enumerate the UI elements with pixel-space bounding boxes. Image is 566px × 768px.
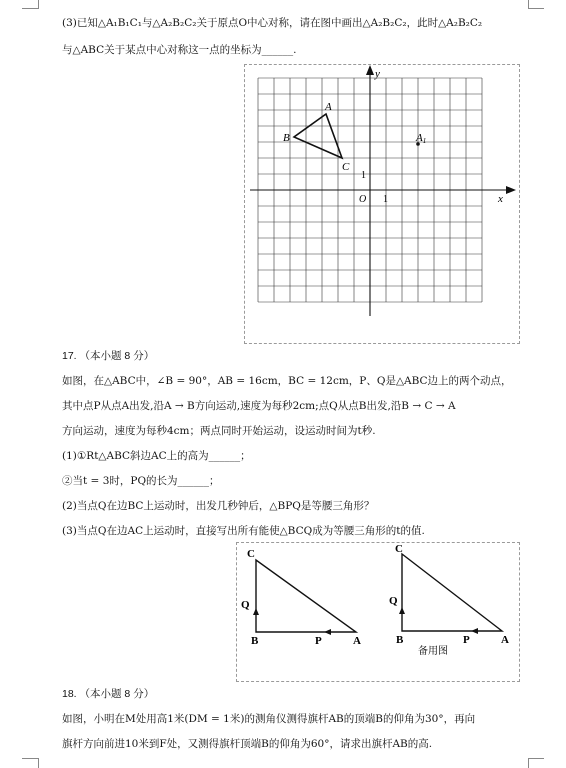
corner-mark-bottom-left-h <box>22 758 38 759</box>
arrow-p-right-head <box>471 628 478 634</box>
arrow-q-left-head <box>253 608 259 615</box>
left-label-a: A <box>353 635 361 647</box>
left-label-c: C <box>247 548 255 560</box>
right-label-p: P <box>463 634 470 646</box>
label-origin: O <box>359 194 367 205</box>
q17-heading: 17. （本小题 8 分） <box>62 350 155 362</box>
q18-heading: 18. （本小题 8 分） <box>62 688 155 700</box>
coordinate-grid-figure <box>244 64 520 344</box>
right-label-c: C <box>395 543 403 555</box>
right-label-b: B <box>396 634 404 646</box>
label-y-unit: 1 <box>361 170 366 181</box>
corner-mark-top-left-v <box>38 0 39 9</box>
corner-mark-bottom-left-v <box>38 758 39 768</box>
label-x-unit: 1 <box>383 194 388 205</box>
left-label-q: Q <box>241 599 250 611</box>
label-y: y <box>375 68 380 80</box>
arrow-q-right-head <box>399 607 405 614</box>
corner-mark-top-left-h <box>22 8 38 9</box>
q17-paragraph-2: 其中点P从点A出发,沿A → B方向运动,速度为每秒2cm;点Q从点B出发,沿B → C → A <box>62 400 456 412</box>
q16-part3-line1: (3)已知△A₁B₁C₁与△A₂B₂C₂关于原点O中心对称，请在图中画出△A₂B₂C₂，此时△A₂B₂C₂ <box>62 17 483 29</box>
q17-subquestion-1: (1)①Rt△ABC斜边AC上的高为______； <box>62 450 251 462</box>
corner-mark-bottom-right-h <box>528 758 544 759</box>
label-c: C <box>342 161 350 173</box>
q17-paragraph-3: 方向运动，速度为每秒4cm；两点同时开始运动，设运动时间为t秒. <box>62 425 376 437</box>
q17-subquestion-3: (3)当点Q在边AC上运动时，直接写出所有能使△BCQ成为等腰三角形的t的值. <box>62 525 425 537</box>
label-x: x <box>498 193 503 205</box>
q17-paragraph-1: 如图，在△ABC中，∠B = 90°，AB = 16cm，BC = 12cm，P、Q是△ABC边上的两个动点， <box>62 375 512 387</box>
corner-mark-bottom-right-v <box>528 758 529 768</box>
label-b: B <box>283 132 290 144</box>
backup-figure-caption: 备用图 <box>418 646 448 657</box>
left-label-p: P <box>315 635 322 647</box>
right-label-a: A <box>501 634 509 646</box>
q18-paragraph-2: 旗杆方向前进10米到F处，又测得旗杆顶端B的仰角为60°，请求出旗杆AB的高. <box>62 738 433 750</box>
corner-mark-top-right-h <box>528 8 544 9</box>
left-label-b: B <box>251 635 259 647</box>
right-label-q: Q <box>389 595 398 607</box>
x-axis-arrow <box>506 186 516 194</box>
q16-part3-line2: 与△ABC关于某点中心对称这一点的坐标为______. <box>62 44 297 56</box>
triangle-right <box>402 554 502 631</box>
label-a1: A1 <box>416 132 427 145</box>
arrow-p-left-head <box>324 629 331 635</box>
corner-mark-top-right-v <box>528 0 529 9</box>
y-axis-arrow <box>366 65 374 75</box>
triangle-left <box>256 560 356 632</box>
q17-subquestion-2: (2)当点Q在边BC上运动时，出发几秒钟后，△BPQ是等腰三角形？ <box>62 500 375 512</box>
triangle-figures <box>236 542 520 682</box>
q18-paragraph-1: 如图，小明在M处用高1米(DM = 1米)的测角仪测得旗杆AB的顶端B的仰角为30°，再向 <box>62 713 476 725</box>
label-a: A <box>325 101 332 113</box>
q17-subquestion-1b: ②当t = 3时，PQ的长为______； <box>62 475 220 487</box>
triangle-abc <box>294 114 342 158</box>
